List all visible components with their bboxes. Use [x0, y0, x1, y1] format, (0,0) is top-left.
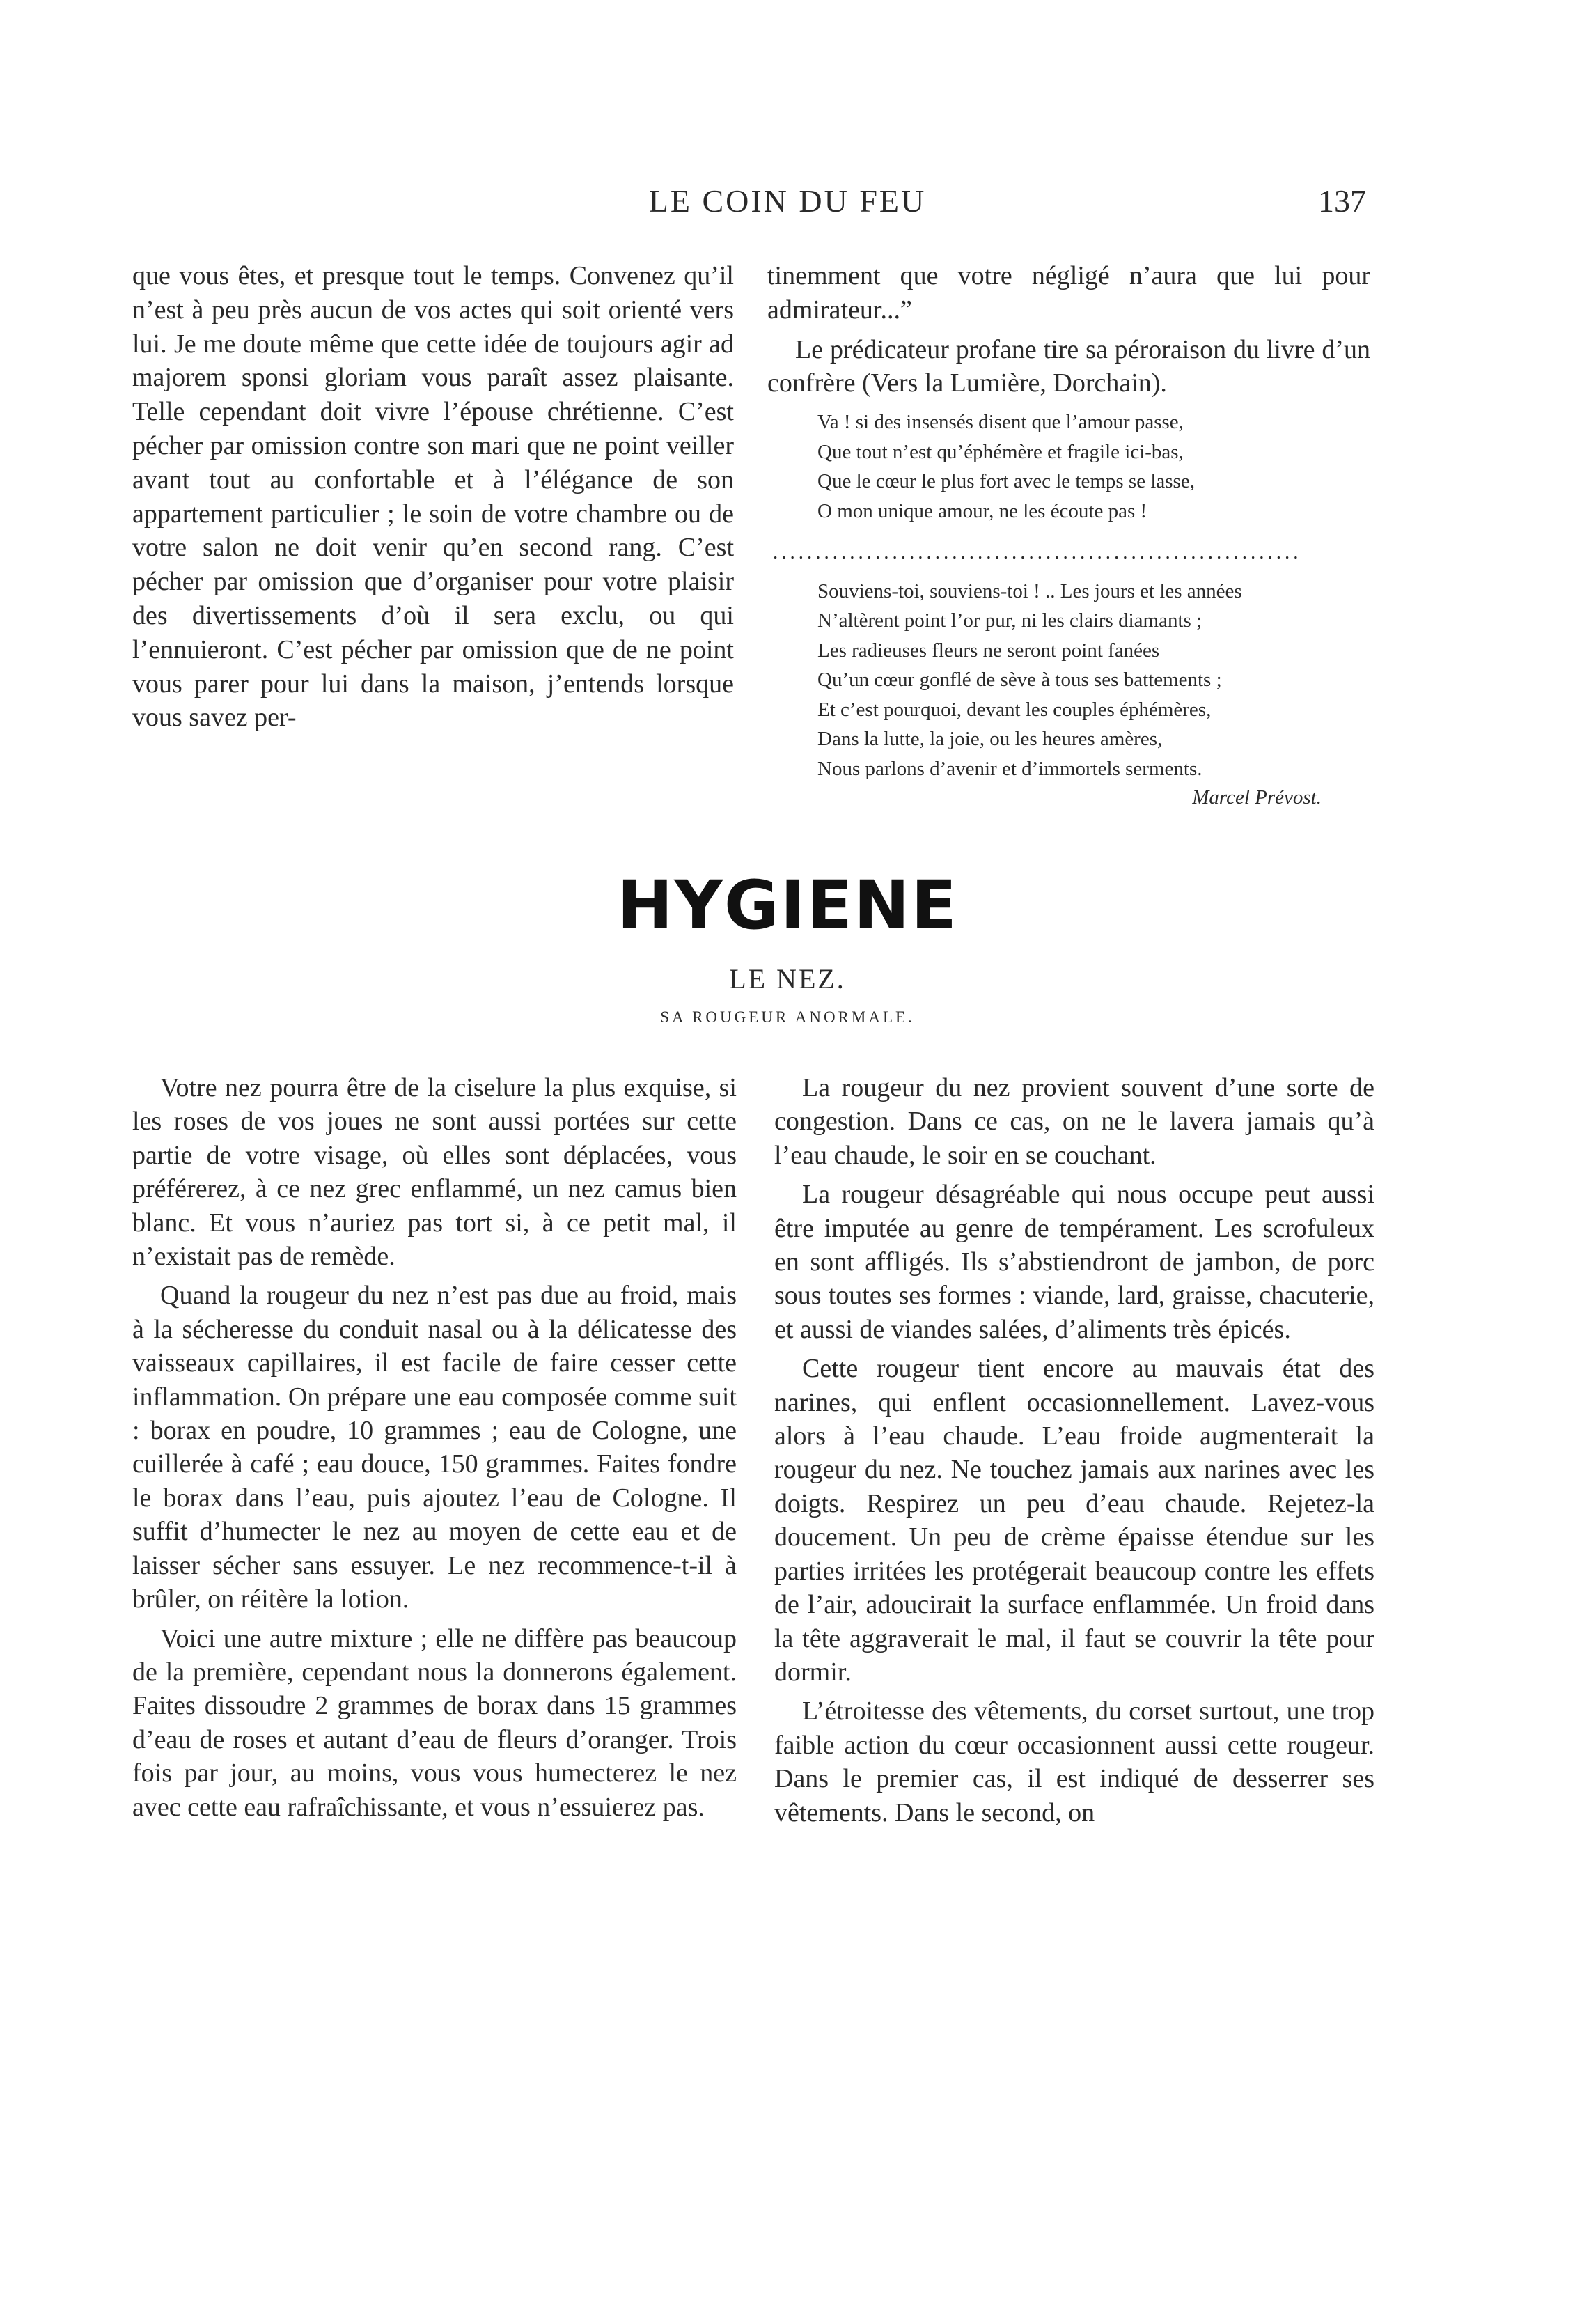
poem-line: Nous parlons d’avenir et d’immortels serments.	[817, 757, 1202, 780]
article-subtitle: LE NEZ.	[729, 963, 846, 995]
section-title: HYGIENE	[617, 866, 958, 944]
poem-line: Qu’un cœur gonflé de sève à tous ses battements ;	[817, 669, 1222, 692]
bottom-left-column	[132, 1071, 737, 1824]
poem-line: N’altèrent point l’or pur, ni les clairs diamants ;	[817, 609, 1202, 632]
poem-stanza-1	[817, 407, 1370, 526]
poem-line: Et c’est pourquoi, devant les couples éphémères,	[817, 698, 1212, 721]
article-sub-subtitle: SA ROUGEUR ANORMALE.	[660, 1008, 915, 1026]
poem-separator: ..............................................................	[773, 541, 1302, 564]
poem-line: Souviens-toi, souviens-toi ! .. Les jours et les années	[817, 579, 1242, 602]
top-left-paragraph: que vous êtes, et presque tout le temps. Convenez qu’il n’est à peu près aucun de vos actes qui soit orienté vers lui. Je me doute même que cette idée de toujours agir ad majorem sponsi gloriam vous paraît assez plaisante. Telle cependant doit vivre l’épouse chrétienne. C’est pécher par omission contre son mari que ne point veiller avant tout au confortable et à l’élégance de son appartement particulier ; le soin de votre chambre ou de votre salon ne doit venir qu’en second rang. C’est pécher par omission que d’organiser pour votre plaisir des divertissements d’où il sera exclu, ou qui l’ennuieront. C’est pécher par omission que de ne point vous parer pour lui dans la maison, j’entends lorsque vous savez per-	[132, 261, 734, 733]
bottom-right-paragraph-4: L’étroitesse des vêtements, du corset surtout, une trop faible action du cœur occasionnent aussi cette rougeur. Dans le premier cas, il est indiqué de desserrer ses vêtements. Dans le second, on	[774, 1697, 1374, 1827]
poem-line: Que tout n’est qu’éphémère et fragile ici-bas,	[817, 440, 1184, 463]
bottom-left-paragraph-1: Votre nez pourra être de la ciselure la plus exquise, si les roses de vos joues ne sont aussi portées sur cette partie de votre visage, où elles sont déplacées, vous préférerez, à ce nez grec enflammé, un nez camus bien blanc. Et vous n’auriez pas tort si, à ce petit mal, il n’existait pas de remède.	[132, 1073, 737, 1272]
poem-line: Que le cœur le plus fort avec le temps se lasse,	[817, 470, 1195, 493]
bottom-right-paragraph-2: La rougeur désagréable qui nous occupe peut aussi être imputée au genre de tempérament. Les scrofuleux en sont affligés. Ils s’abstiendront de jambon, de porc sous toutes ses formes : viande, lard, graisse, chacuterie, et aussi de viandes salées, d’aliments très épicés.	[774, 1180, 1374, 1344]
top-left-column	[132, 259, 734, 735]
bottom-right-column	[774, 1071, 1374, 1830]
running-head: LE COIN DU FEU	[648, 183, 927, 219]
bottom-left-paragraph-3: Voici une autre mixture ; elle ne diffère pas beaucoup de la première, cependant nous la donnerons également. Faites dissoudre 2 grammes de borax dans 15 grammes d’eau de roses et autant d’eau de fleurs d’oranger. Trois fois par jour, au moins, vous vous humecterez le nez avec cette eau rafraîchissante, et vous n’essuierez pas.	[132, 1623, 737, 1822]
bottom-right-paragraph-1: La rougeur du nez provient souvent d’une sorte de congestion. Dans ce cas, on ne le lavera jamais qu’à l’eau chaude, le soir en se couchant.	[774, 1073, 1374, 1170]
poem-line: Les radieuses fleurs ne seront point fanées	[817, 639, 1160, 662]
top-right-paragraph-2: Le prédicateur profane tire sa péroraison du livre d’un confrère (Vers la Lumière, Dorchain).	[767, 334, 1370, 398]
poem-signature: Marcel Prévost.	[1192, 786, 1322, 809]
poem-line: O mon unique amour, ne les écoute pas !	[817, 499, 1147, 522]
poem-line: Dans la lutte, la joie, ou les heures amères,	[817, 728, 1163, 751]
page-number: 137	[1318, 183, 1366, 219]
poem-stanza-2	[817, 577, 1370, 784]
bottom-right-paragraph-3: Cette rougeur tient encore au mauvais état des narines, qui enflent occasionnellement. Lavez-vous alors à l’eau chaude. L’eau froide augmenterait la rougeur du nez. Ne touchez jamais aux narines avec les doigts. Respirez un peu d’eau chaude. Rejetez-la doucement. Un peu de crème épaisse étendue sur les parties irritées les protégerait beaucoup contre les effets de l’air, adoucirait la surface enflammée. Un froid dans la tête aggraverait le mal, il faut se couvrir la tête pour dormir.	[774, 1354, 1374, 1687]
bottom-left-paragraph-2: Quand la rougeur du nez n’est pas due au froid, mais à la sécheresse du conduit nasal ou à la délicatesse des vaisseaux capillaires, il est facile de faire cesser cette inflammation. On prépare une eau composée comme suit : borax en poudre, 10 grammes ; eau de Cologne, une cuillerée à café ; eau douce, 150 grammes. Faites fondre le borax dans l’eau, puis ajoutez l’eau de Cologne. Il suffit d’humecter le nez au moyen de cette eau et de laisser sécher sans essuyer. Le nez recommence-t-il à brûler, on réitère la lotion.	[132, 1281, 737, 1614]
top-right-paragraph-1: tinemment que votre négligé n’aura que lui pour admirateur...”	[767, 261, 1370, 325]
top-right-column	[767, 259, 1370, 811]
poem-line: Va ! si des insensés disent que l’amour passe,	[817, 411, 1184, 434]
